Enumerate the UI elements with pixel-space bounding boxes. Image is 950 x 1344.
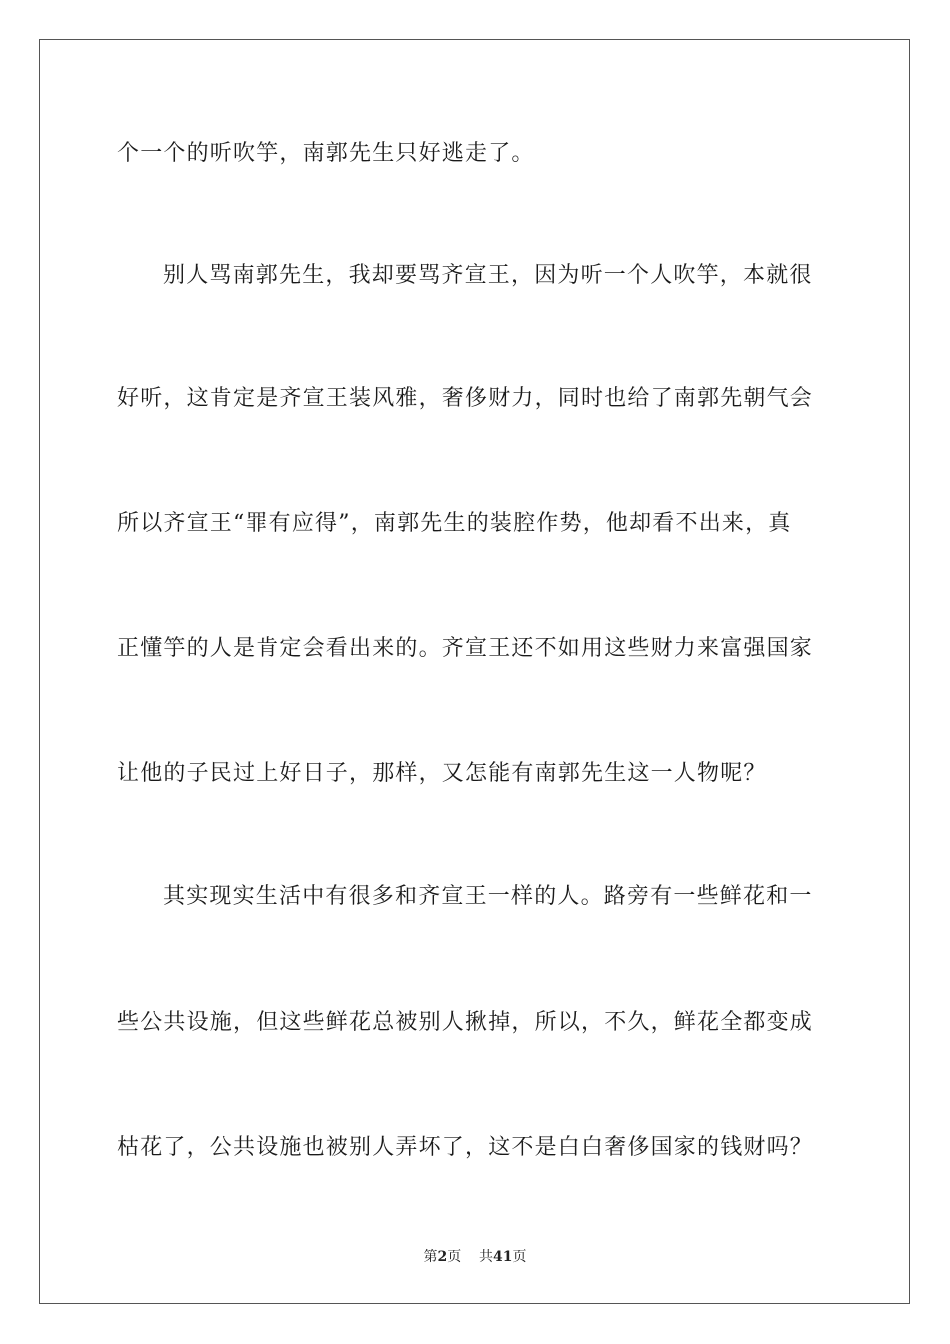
text-line-2: 别人骂南郭先生，我却要骂齐宣王，因为听一个人吹竽，本就很 [163, 263, 813, 288]
text-line-3: 好听，这肯定是齐宣王装风雅，奢侈财力，同时也给了南郭先朝气会 [117, 386, 814, 411]
text-line-8: 些公共设施，但这些鲜花总被别人揪掉，所以，不久，鲜花全都变成 [117, 1010, 814, 1035]
footer-total-prefix: 共 [479, 1249, 494, 1265]
text-line-9: 枯花了，公共设施也被别人弄坏了，这不是白白奢侈国家的钱财吗？ [117, 1135, 814, 1160]
footer-total-pages: 41 [493, 1249, 513, 1265]
footer-page-prefix: 第 [423, 1249, 438, 1265]
text-line-1: 个一个的听吹竽，南郭先生只好逃走了。 [117, 141, 535, 166]
footer-page-suffix: 页 [447, 1249, 462, 1265]
text-line-7: 其实现实生活中有很多和齐宣王一样的人。路旁有一些鲜花和一 [163, 884, 813, 909]
footer-page-number: 2 [437, 1249, 448, 1265]
page-footer [0, 1247, 950, 1267]
text-line-4: 所以齐宣王“罪有应得”，南郭先生的装腔作势，他却看不出来，真 [117, 511, 792, 536]
text-line-5: 正懂竽的人是肯定会看出来的。齐宣王还不如用这些财力来富强国家 [117, 636, 814, 661]
footer-total-suffix: 页 [512, 1249, 527, 1265]
text-line-6: 让他的子民过上好日子，那样，又怎能有南郭先生这一人物呢？ [117, 761, 767, 786]
page-border [39, 39, 910, 1304]
